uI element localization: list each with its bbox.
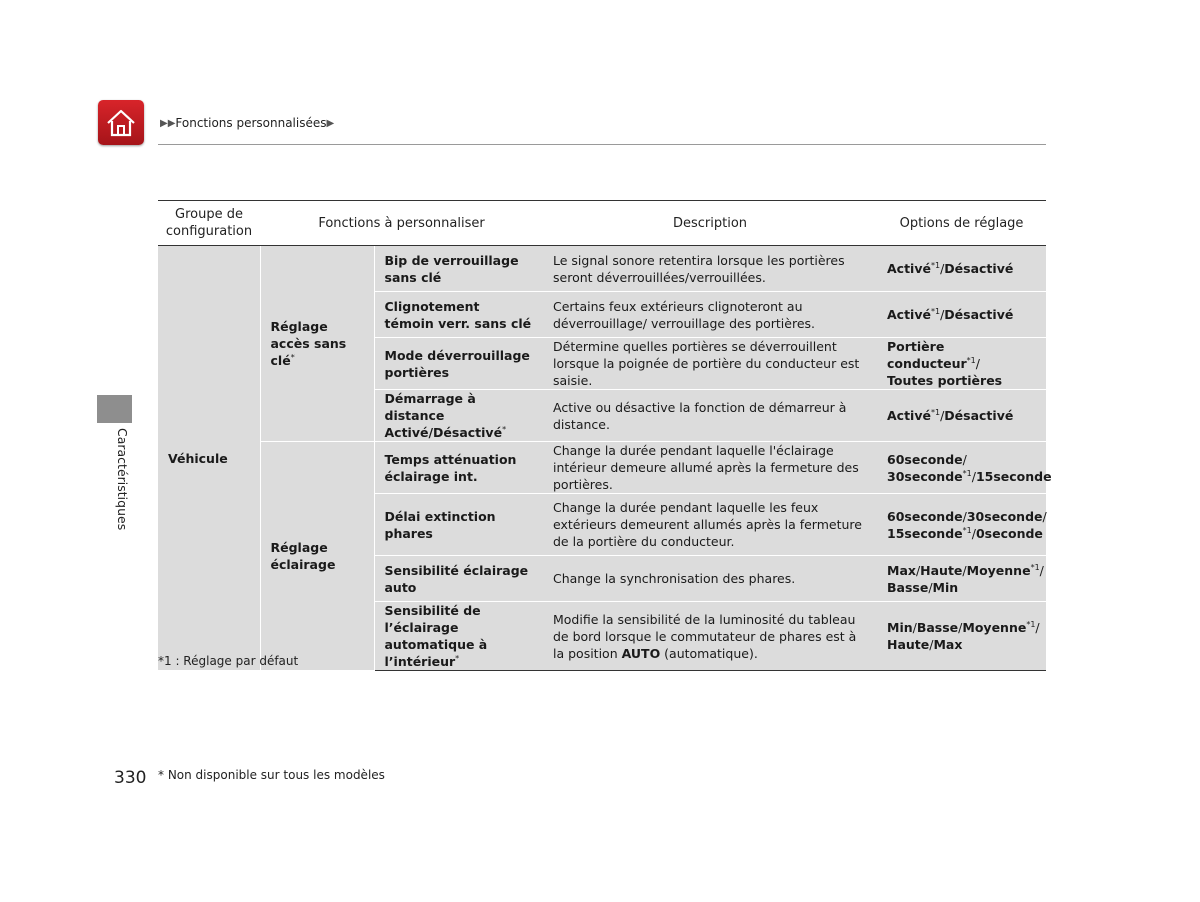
description-cell: Active ou désactive la fonction de démarreur à distance. xyxy=(543,390,877,442)
header-group: Groupe de configuration xyxy=(158,201,260,246)
option-value: 0seconde xyxy=(975,525,1043,541)
options-cell[interactable] xyxy=(877,246,1046,292)
function-cell: Clignotement témoin verr. sans clé xyxy=(374,292,543,338)
description-cell: Change la durée pendant laquelle les feux extérieurs demeurent allumés après la fermeture de la portière du conducteur. xyxy=(543,494,877,556)
function-cell: Mode déverrouillage portières xyxy=(374,338,543,390)
description-cell: Certains feux extérieurs clignoteront au déverrouillage/ verrouillage des portières. xyxy=(543,292,877,338)
footnote-marker: * xyxy=(290,352,295,362)
option-value: Toutes portières xyxy=(887,373,1003,388)
section-tab-label: Caractéristiques xyxy=(115,428,130,531)
option-value: Moyenne xyxy=(962,620,1027,635)
option-value: Basse xyxy=(916,620,959,635)
option-value: Basse xyxy=(887,579,929,595)
header-options: Options de réglage xyxy=(877,201,1046,246)
separator: / xyxy=(915,562,921,578)
description-cell xyxy=(543,602,877,671)
options-cell[interactable] xyxy=(877,292,1046,338)
options-cell[interactable] xyxy=(877,494,1046,556)
option-value: 60seconde xyxy=(887,508,963,524)
description-text: (automatique). xyxy=(660,645,758,661)
footnote-marker: * xyxy=(502,424,507,434)
function-cell: Bip de verrouillage sans clé xyxy=(374,246,543,292)
option-value: Min xyxy=(932,579,959,595)
separator: / xyxy=(962,562,967,578)
footnote-marker: *1 xyxy=(930,407,941,417)
separator: / xyxy=(962,451,967,467)
option-value: Max xyxy=(887,562,916,578)
footnote-marker: * xyxy=(455,653,460,663)
header-divider xyxy=(158,144,1046,145)
separator: / xyxy=(940,408,945,423)
function-label: Sensibilité de l’éclairage automatique à l’intérieur xyxy=(384,603,488,669)
separator: / xyxy=(1035,620,1040,635)
options-cell[interactable] xyxy=(877,442,1052,494)
footnote-marker: *1 xyxy=(962,468,972,478)
table-row xyxy=(158,442,1046,494)
description-cell: Change la durée pendant laquelle l'éclairage intérieur demeure allumé après la fermeture des portières. xyxy=(543,442,877,494)
breadcrumb-label: Fonctions personnalisées xyxy=(175,116,327,130)
separator: / xyxy=(929,637,934,652)
triangle-right-icon: ▶ xyxy=(326,117,335,129)
separator: / xyxy=(971,468,976,484)
availability-note: * Non disponible sur tous les modèles xyxy=(158,768,385,782)
footnote-marker: *1 xyxy=(930,260,941,270)
home-icon xyxy=(105,108,137,138)
function-cell xyxy=(374,390,543,442)
function-label: Démarrage à distance Activé/Désactivé xyxy=(384,391,503,440)
option-value: 30seconde xyxy=(887,468,963,484)
function-cell xyxy=(374,602,543,671)
options-cell[interactable] xyxy=(877,390,1046,442)
description-text: Modifie la sensibilité de la luminosité du tableau de bord lorsque le commutateur de phares est à la position xyxy=(553,611,857,661)
footnote-marker: *1 xyxy=(1026,619,1036,629)
separator: / xyxy=(962,508,967,524)
footnote-marker: *1 xyxy=(1030,562,1040,572)
description-cell: Détermine quelles portières se déverrouillent lorsque la poignée de portière du conducteur est saisie. xyxy=(543,338,877,390)
option-value: Portière conducteur xyxy=(887,339,967,371)
options-cell[interactable] xyxy=(877,338,1046,390)
option-value: Activé xyxy=(887,408,931,423)
description-cell: Change la synchronisation des phares. xyxy=(543,556,877,602)
option-value: 15seconde xyxy=(975,468,1052,484)
options-cell[interactable] xyxy=(877,602,1046,671)
option-value: 60seconde xyxy=(887,451,963,467)
description-cell: Le signal sonore retentira lorsque les portières seront déverrouillées/verrouillées. xyxy=(543,246,877,292)
subgroup-keyless xyxy=(260,246,374,442)
option-value: Max xyxy=(933,637,963,652)
option-value: 15seconde xyxy=(887,525,963,541)
options-cell[interactable] xyxy=(877,556,1046,602)
header-function: Fonctions à personnaliser xyxy=(260,201,543,246)
function-cell: Sensibilité éclairage auto xyxy=(374,556,543,602)
option-value: Activé xyxy=(887,261,931,276)
separator: / xyxy=(912,620,917,635)
footnote-marker: *1 xyxy=(962,525,972,535)
option-value: 30seconde xyxy=(966,508,1043,524)
separator: / xyxy=(971,525,976,541)
section-tab[interactable] xyxy=(97,395,132,423)
footnote-marker: *1 xyxy=(966,355,976,365)
option-value: Haute xyxy=(920,562,963,578)
option-value: Moyenne xyxy=(966,562,1031,578)
subgroup-lighting: Réglage éclairage xyxy=(260,442,374,671)
option-value: Haute xyxy=(887,637,930,652)
triangle-right-icon: ▶▶ xyxy=(160,117,176,129)
separator: / xyxy=(940,307,945,322)
separator: / xyxy=(1042,508,1047,524)
table-row xyxy=(158,246,1046,292)
header-description: Description xyxy=(543,201,877,246)
option-value: Désactivé xyxy=(944,307,1014,322)
separator: / xyxy=(975,356,980,371)
separator: / xyxy=(928,579,933,595)
option-value: Désactivé xyxy=(944,408,1014,423)
separator: / xyxy=(958,620,963,635)
footnote-marker: *1 xyxy=(930,306,941,316)
breadcrumb[interactable] xyxy=(160,116,334,130)
description-emphasis: AUTO xyxy=(621,645,661,661)
function-cell: Délai extinction phares xyxy=(374,494,543,556)
table-header-row xyxy=(158,201,1046,246)
subgroup-keyless-label: Réglage accès sans clé xyxy=(270,319,347,368)
option-value: Désactivé xyxy=(944,261,1014,276)
footnote: *1 : Réglage par défaut xyxy=(158,654,299,668)
home-button[interactable] xyxy=(98,100,144,145)
group-vehicle: Véhicule xyxy=(158,246,260,671)
option-value: Activé xyxy=(887,307,931,322)
separator: / xyxy=(940,261,945,276)
function-cell: Temps atténuation éclairage int. xyxy=(374,442,543,494)
option-value: Min xyxy=(887,620,913,635)
settings-table xyxy=(158,200,1052,671)
page-number: 330 xyxy=(114,768,147,788)
separator: / xyxy=(1039,562,1044,578)
